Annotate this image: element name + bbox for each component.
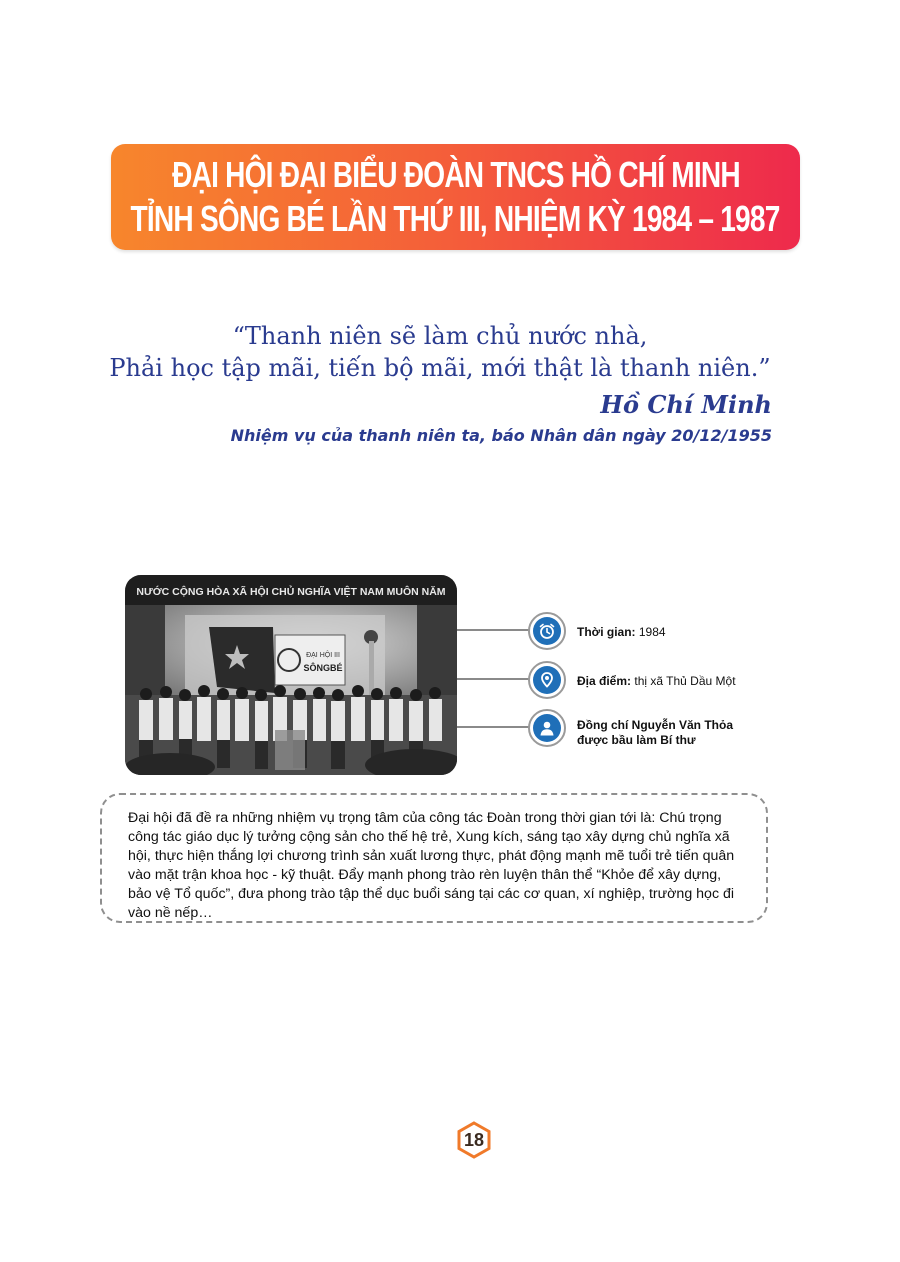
location-pin-icon (538, 671, 556, 689)
page-number: 18 (463, 1129, 485, 1150)
quote-line-2: Phải học tập mãi, tiến bộ mãi, mới thật là thanh niên.” (109, 354, 771, 382)
alarm-clock-icon (538, 622, 556, 640)
place-value: thị xã Thủ Dầu Một (634, 674, 736, 688)
quote-author: Hồ Chí Minh (600, 390, 772, 419)
time-label: Thời gian: (577, 625, 636, 639)
historic-photo (125, 575, 457, 775)
quote-line-1: “Thanh niên sẽ làm chủ nước nhà, (232, 322, 648, 350)
description-text: Đại hội đã đề ra những nhiệm vụ trọng tâm của công tác Đoàn trong thời gian tới là: Chú trọng công tác giáo dục lý tưởng cộng sản cho thế hệ trẻ, Xung kích, sáng tạo xây dựng chủ nghĩa xã hội, thực hiện thắng lợi chương trình sản xuất lương thực, phát động mạnh mẽ tuổi trẻ tiến quân vào mặt trận khoa học - kỹ thuật. Đẩy mạnh phong trào rèn luyện thân thể “Khỏe để xây dựng, bảo vệ Tổ quốc”, đưa phong trào tập thể dục buổi sáng tại các cơ quan, xí nghiệp, trường học đi vào nề nếp… (128, 810, 735, 921)
person-icon (538, 719, 556, 737)
info-person (577, 718, 733, 748)
place-badge (528, 661, 566, 699)
title-banner (111, 144, 800, 250)
person-badge (528, 709, 566, 747)
connector-line-place (457, 678, 531, 680)
time-badge (528, 612, 566, 650)
photo-emblem-line-1: ĐẠI HỘI III (306, 652, 340, 659)
connector-line-person (457, 726, 531, 728)
time-value: 1984 (638, 625, 666, 639)
title-line-1: ĐẠI HỘI ĐẠI BIỂU ĐOÀN TNCS HỒ CHÍ MINH (171, 154, 740, 195)
title-line-2: TỈNH SÔNG BÉ LẦN THỨ III, NHIỆM KỲ 1984 – 1987 (130, 198, 781, 239)
photo-banner-text: NƯỚC CỘNG HÒA XÃ HỘI CHỦ NGHĨA VIỆT NAM MUÔN NĂM (136, 586, 446, 598)
place-label: Địa điểm: (577, 674, 632, 688)
person-line-1: Đồng chí Nguyễn Văn Thỏa (577, 718, 734, 732)
quote-source: Nhiệm vụ của thanh niên ta, báo Nhân dân ngày 20/12/1955 (230, 426, 772, 445)
info-place (577, 674, 736, 689)
info-time (577, 625, 666, 640)
page-number-badge (456, 1121, 492, 1159)
connector-line-time (457, 629, 531, 631)
description-box (100, 793, 768, 923)
person-line-2: được bầu làm Bí thư (577, 733, 696, 747)
photo-emblem-line-2: SÔNGBÉ (303, 663, 343, 673)
